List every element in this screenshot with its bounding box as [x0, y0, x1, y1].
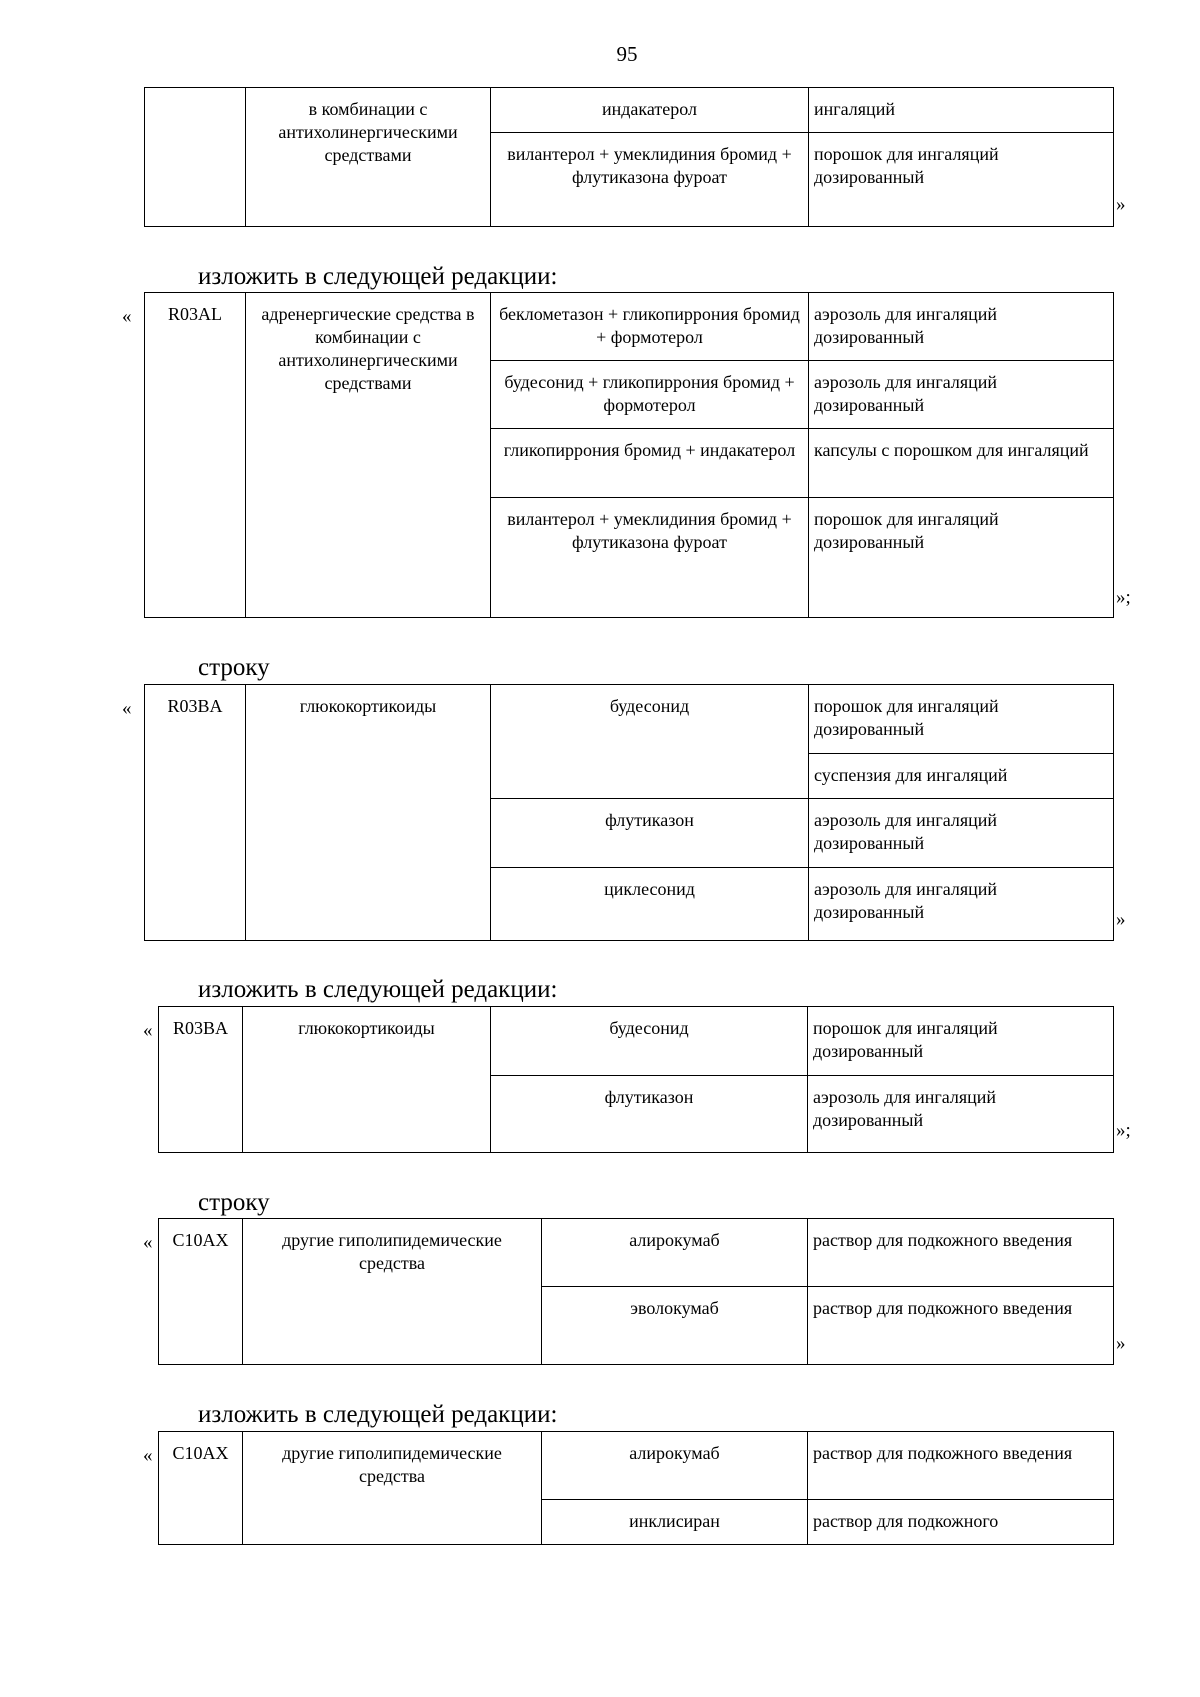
form-cell: суспензия для ингаляций — [809, 754, 1114, 799]
drug-cell: индакатерол — [491, 88, 809, 133]
instruction-text: изложить в следующей редакции: — [198, 1401, 558, 1428]
table-old-r03al-continuation — [144, 87, 1114, 227]
table-new-r03ba — [158, 1006, 1114, 1153]
drug-cell: вилантерол + умеклидиния бромид + флутиказона фуроат — [491, 498, 809, 618]
drug-cell: будесонид — [491, 685, 809, 799]
form-cell: капсулы с порошком для ингаляций — [809, 429, 1114, 498]
form-cell: порошок для ингаляций дозированный — [808, 1007, 1114, 1076]
table-new-c10ax — [158, 1431, 1114, 1545]
group-cell: другие гиполипидемические средства — [243, 1432, 542, 1545]
form-cell: порошок для ингаляций дозированный — [809, 498, 1114, 618]
form-cell: раствор для подкожного введения — [808, 1432, 1114, 1500]
table-old-c10ax — [158, 1218, 1114, 1365]
atc-code-cell: R03BA — [159, 1007, 243, 1153]
closing-quote: »; — [1116, 1120, 1131, 1141]
page-number: 95 — [616, 42, 638, 66]
form-cell: порошок для ингаляций дозированный — [809, 133, 1114, 227]
table-new-r03al — [144, 292, 1114, 618]
form-cell: раствор для подкожного введения — [808, 1219, 1114, 1287]
form-cell: аэрозоль для ингаляций дозированный — [809, 799, 1114, 868]
group-cell: глюкокортикоиды — [243, 1007, 491, 1153]
form-cell: аэрозоль для ингаляций дозированный — [809, 361, 1114, 429]
drug-cell: инклисиран — [542, 1500, 808, 1545]
opening-quote: « — [143, 1232, 153, 1253]
form-cell: аэрозоль для ингаляций дозированный — [809, 293, 1114, 361]
drug-cell: эволокумаб — [542, 1287, 808, 1365]
form-cell: ингаляций — [809, 88, 1114, 133]
code-cell-empty — [145, 88, 246, 227]
group-cell: в комбинации с антихолинергическими средствами — [246, 88, 491, 227]
closing-quote: »; — [1116, 587, 1131, 608]
group-cell: другие гиполипидемические средства — [243, 1219, 542, 1365]
closing-quote: » — [1116, 909, 1126, 930]
drug-cell: алирокумаб — [542, 1219, 808, 1287]
opening-quote: « — [143, 1445, 153, 1466]
atc-code-cell: R03BA — [145, 685, 246, 941]
atc-code-cell: C10AX — [159, 1219, 243, 1365]
drug-cell: алирокумаб — [542, 1432, 808, 1500]
form-cell: аэрозоль для ингаляций дозированный — [808, 1076, 1114, 1153]
atc-code-cell: R03AL — [145, 293, 246, 618]
opening-quote: « — [122, 698, 132, 719]
group-cell: глюкокортикоиды — [246, 685, 491, 941]
instruction-text: строку — [198, 654, 270, 681]
form-cell: раствор для подкожного — [808, 1500, 1114, 1545]
form-cell: аэрозоль для ингаляций дозированный — [809, 868, 1114, 941]
drug-cell: флутиказон — [491, 1076, 808, 1153]
instruction-text: строку — [198, 1189, 270, 1216]
atc-code-cell: C10AX — [159, 1432, 243, 1545]
drug-cell: будесонид + гликопиррония бромид + формотерол — [491, 361, 809, 429]
drug-cell: вилантерол + умеклидиния бромид + флутиказона фуроат — [491, 133, 809, 227]
drug-cell: беклометазон + гликопиррония бромид + формотерол — [491, 293, 809, 361]
form-cell: порошок для ингаляций дозированный — [809, 685, 1114, 754]
opening-quote: « — [122, 306, 132, 327]
instruction-text: изложить в следующей редакции: — [198, 263, 558, 290]
instruction-text: изложить в следующей редакции: — [198, 976, 558, 1003]
group-cell: адренергические средства в комбинации с антихолинергическими средствами — [246, 293, 491, 618]
drug-cell: гликопиррония бромид + индакатерол — [491, 429, 809, 498]
opening-quote: « — [143, 1020, 153, 1041]
drug-cell: флутиказон — [491, 799, 809, 868]
table-old-r03ba — [144, 684, 1114, 941]
form-cell: раствор для подкожного введения — [808, 1287, 1114, 1365]
closing-quote: » — [1116, 1333, 1126, 1354]
drug-cell: циклесонид — [491, 868, 809, 941]
closing-quote: » — [1116, 194, 1126, 215]
drug-cell: будесонид — [491, 1007, 808, 1076]
